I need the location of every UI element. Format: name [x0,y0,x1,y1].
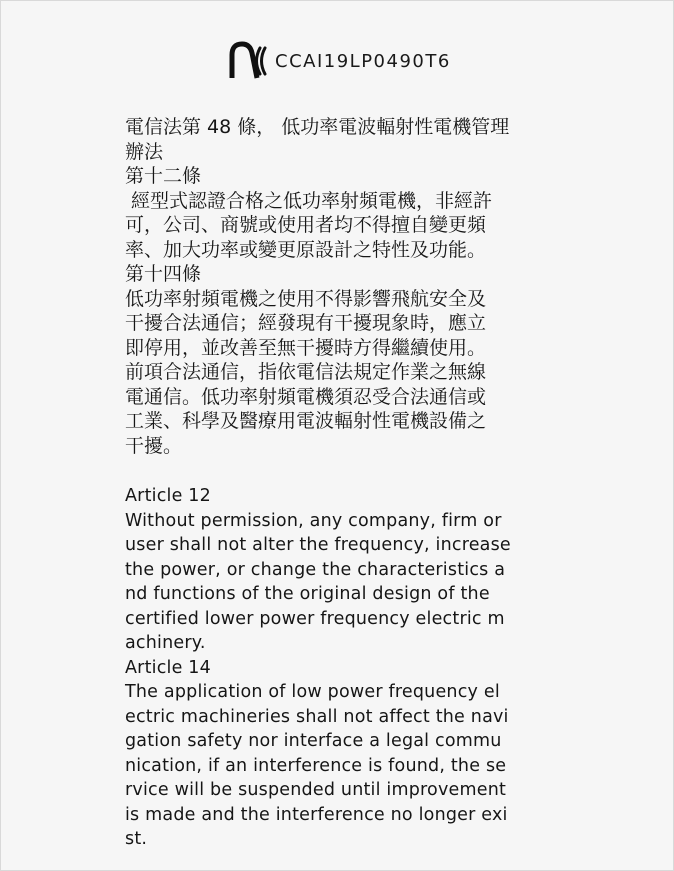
zh-line: 工業、科學及醫療用電波輻射性電機設備之 [125,410,487,432]
en-line: nication, if an interference is found, the se [125,755,507,776]
en-line: user shall not alter the frequency, increase [125,535,511,555]
en-line: gation safety nor interface a legal commu [125,731,502,751]
en-line: the power, or change the characteristics a [125,559,506,580]
zh-line: 干擾合法通信；經發現有干擾現象時，應立 [125,312,487,334]
zh-line: 辦法 [125,140,164,163]
zh-line: 前項合法通信，指依電信法規定作業之無線 [125,361,487,383]
zh-line: 率、加大功率或變更原設計之特性及功能。 [125,238,487,261]
certification-header [229,41,451,81]
zh-line: 經型式認證合格之低功率射頻電機，非經許 [125,189,493,212]
zh-article-heading: 第十二條 [125,165,202,187]
zh-line: 電信法第 48 條， 低功率電波輻射性電機管理 [125,116,510,138]
zh-line: 即停用，並改善至無干擾時方得繼續使用。 [125,336,487,359]
chinese-regulation-text [125,115,545,458]
en-line: achinery. [125,633,206,653]
zh-line: 電通信。低功率射頻電機須忍受合法通信或 [125,385,487,408]
en-line: certified lower power frequency electric m [125,608,505,629]
zh-line: 干擾。 [125,434,183,457]
en-line: ectric machineries shall not affect the navi [125,706,509,727]
en-article-heading: Article 14 [125,657,211,678]
en-line: st. [125,829,148,849]
english-regulation-text [125,484,565,852]
zh-line: 低功率射頻電機之使用不得影響飛航安全及 [125,287,487,310]
en-line: is made and the interference no longer exi [125,804,508,825]
en-line: rvice will be suspended until improvement [125,780,507,800]
en-line: Without permission, any company, firm or [125,510,502,531]
certification-code: CCAI19LP0490T6 [275,50,451,72]
en-article-heading: Article 12 [125,486,211,506]
ncc-logo-icon [229,41,271,81]
zh-article-heading: 第十四條 [125,263,202,285]
en-line: nd functions of the original design of the [125,584,490,604]
zh-line: 可，公司、商號或使用者均不得擅自變更頻 [125,214,487,236]
en-line: The application of low power frequency el [125,682,500,702]
